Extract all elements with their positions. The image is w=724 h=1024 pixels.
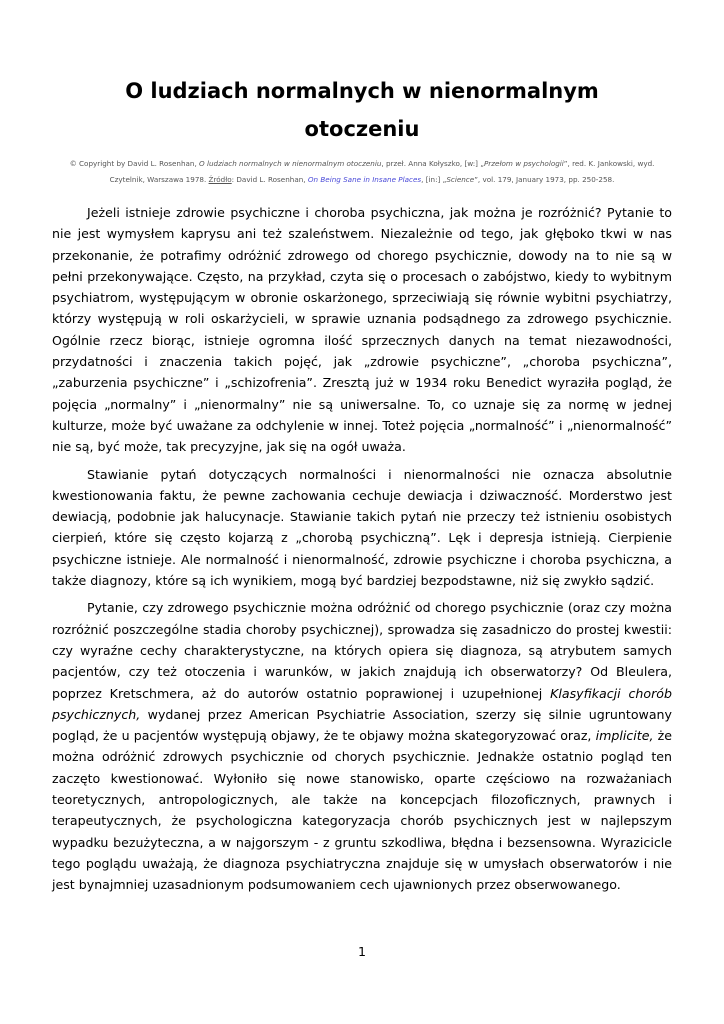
- paragraph-3-part-a: Pytanie, czy zdrowego psychicznie można odróżnić od chorego psychicznie (oraz czy można rozróżnić poszczególne stadia choroby psychicznej), sprowadza się zasadniczo do prostej kwestii: czy wyraźne cechy charakterystyczne, na których opiera się diagnoza, są atrybutem samych pacjentów, czy też otoczenia i warunków, w jakich znajdują ich obserwatorzy? Od Bleulera, poprzez Kretschmera, aż do autorów ostatnio poprawionej i uzupełnionej: [52, 600, 672, 701]
- paragraph-2: Stawianie pytań dotyczących normalności i nienormalności nie oznacza absolutnie kwestionowania faktu, że pewne zachowania cechuje dewiacja i dziwaczność. Morderstwo jest dewiacją, podobnie jak halucynacje. Stawianie takich pytań nie przeczy też istnieniu osobistych cierpień, które się często kojarzą z „chorobą psychiczną”. Lęk i depresja istnieją. Cierpienie psychiczne istnieje. Ale normalność i nienormalność, zdrowie psychiczne i choroba psychiczna, a także diagnozy, które są ich wynikiem, mogą być bardziej bezpodstawne, niż się zwykło sądzić.: [52, 466, 672, 589]
- book-title: O ludziach normalnych w nienormalnym otoczeniu: [199, 159, 382, 168]
- title-line-2: otoczeniu: [304, 117, 420, 141]
- page-number: 1: [357, 944, 366, 959]
- paragraph-3-part-c: że można odróżnić zdrowych psychicznie od chorych psychicznie. Jednakże ostatnio pogląd ten zaczęto kwestionować. Wyłoniło się nowe stanowisko, oparte częściowo na rozważaniach teoretycznych, antropologicznych, ale także na koncepcjach filozoficznych, prawnych i terapeutycznych, że psychologiczna kategoryzacja chorób psychicznych jest w najlepszym wypadku bezużyteczna, a w najgorszym - z gruntu szkodliwa, błędna i bezsensowna. Wyrazicicle tego poglądu uważają, że diagnoza psychiatryczna znajduje się w umysłach obserwatorów i nie jest bynajmniej uzasadnionym podsumowaniem cech ujawnionych przez obserwowanego.: [52, 728, 672, 893]
- copyright-note: [52, 156, 672, 188]
- paragraph-3-italic-2: implicite,: [595, 728, 654, 744]
- paragraph-3-part-b: wydanej przez American Psychiatrie Association, szerzy się silnie ugruntowany pogląd, że u pacjentów występują objawy, że te objawy można skategoryzować oraz,: [52, 706, 672, 744]
- paragraph-3-italic-1: Klasyfikacji chorób psychicznych,: [52, 685, 672, 722]
- paragraph-3: [52, 597, 672, 895]
- editor-text: ”, red. K. Jankowski, wyd. Czytelnik, Warszawa 1978.: [109, 159, 655, 184]
- document-body: [52, 202, 672, 902]
- journal-title: Science: [446, 175, 475, 184]
- translator-text: , przeł. Anna Kołyszko, [w:] „: [381, 159, 484, 168]
- document-title: [0, 72, 724, 148]
- paragraph-1: Jeżeli istnieje zdrowie psychiczne i choroba psychiczna, jak można je rozróżnić? Pytanie to nie jest wymysłem kaprysu ani też szaleństwem. Niezależnie od tego, jak głęboko tkwi w nas przekonanie, że potrafimy odróżnić zdrowego od chorego psychicznie, dowody na to nie są w pełni przekonywające. Często, na przykład, czyta się o procesach o zabójstwo, kiedy to wybitnym psychiatrom, występującym w obronie oskarżonego, sprzeciwiają się równie wybitni psychiatrzy, którzy występują w roli oskarżycieli, w sprawie uznania podsądnego za zdrowego psychicznie. Ogólnie rzecz biorąc, istnieje ogromna ilość sprzecznych danych na temat niezawodności, przydatności i znaczenia takich pojęć, jak „zdrowie psychiczne”, „choroba psychiczna”, „zaburzenia psychiczne” i „schizofrenia”. Zresztą już w 1934 roku Benedict wyraziła pogląd, że pojęcia „normalny” i „nienormalny” nie są uniwersalne. To, co uznaje się za normę w jednej kulturze, może być uważane za odchylenie w innej. Toteż pojęcia „normalność” i „nienormalność” nie są, być może, tak precyzyjne, jak się na ogół uważa.: [52, 205, 672, 455]
- volume-title: Przełom w psychologii: [483, 159, 564, 168]
- title-line-1: O ludziach normalnych w nienormalnym: [125, 79, 599, 103]
- source-link[interactable]: On Being Sane in Insane Places: [307, 175, 422, 184]
- copyright-text: © Copyright by David L. Rosenhan,: [69, 159, 200, 168]
- source-label: Źródło: [208, 175, 232, 184]
- source-tail: ”, vol. 179, January 1973, pp. 250-258.: [474, 175, 615, 184]
- source-in: , [in:] „: [421, 175, 447, 184]
- source-author: : David L. Rosenhan,: [231, 175, 308, 184]
